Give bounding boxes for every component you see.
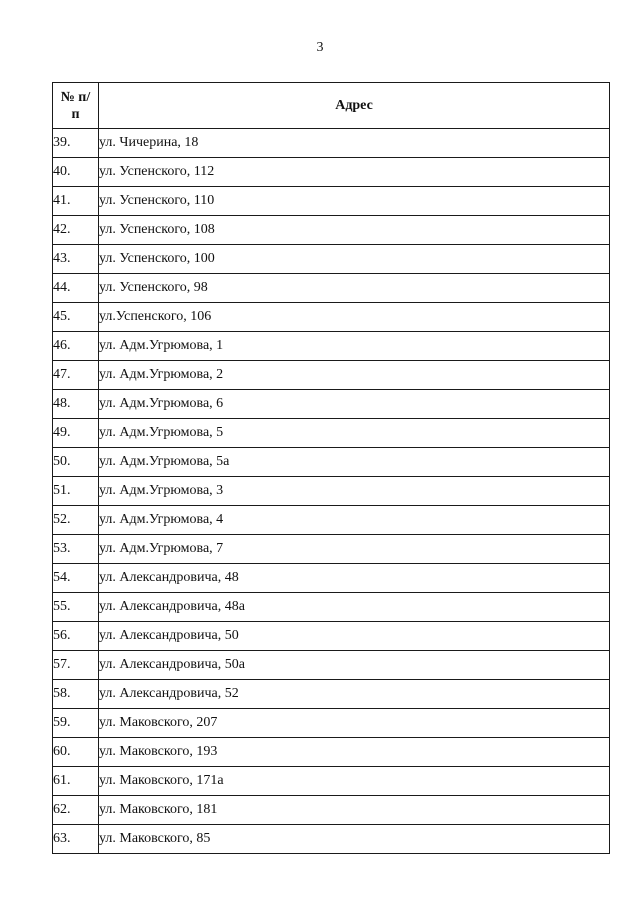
table-body (53, 129, 610, 854)
table-row (53, 158, 610, 187)
table-row (53, 593, 610, 622)
row-address: ул. Успенского, 110 (99, 187, 610, 216)
row-address: ул. Успенского, 100 (99, 245, 610, 274)
table-row (53, 506, 610, 535)
row-number: 49. (53, 419, 99, 448)
number-header-line-1: № п/ (60, 89, 91, 105)
row-number: 40. (53, 158, 99, 187)
table-row (53, 535, 610, 564)
row-address: ул. Александровича, 48а (99, 593, 610, 622)
table-row (53, 564, 610, 593)
row-number: 53. (53, 535, 99, 564)
row-number: 62. (53, 796, 99, 825)
row-number: 52. (53, 506, 99, 535)
row-address: ул. Адм.Угрюмова, 6 (99, 390, 610, 419)
row-address: ул. Маковского, 207 (99, 709, 610, 738)
row-address: ул. Чичерина, 18 (99, 129, 610, 158)
row-number: 41. (53, 187, 99, 216)
row-address: ул. Адм.Угрюмова, 4 (99, 506, 610, 535)
row-number: 54. (53, 564, 99, 593)
row-number: 47. (53, 361, 99, 390)
row-number: 51. (53, 477, 99, 506)
row-address: ул. Александровича, 50 (99, 622, 610, 651)
row-address: ул.Успенского, 106 (99, 303, 610, 332)
table-header (53, 83, 610, 129)
row-number: 59. (53, 709, 99, 738)
row-number: 43. (53, 245, 99, 274)
row-address: ул. Маковского, 193 (99, 738, 610, 767)
address-table (52, 82, 610, 854)
table-row (53, 622, 610, 651)
table-row (53, 767, 610, 796)
header-row (53, 83, 610, 129)
row-number: 63. (53, 825, 99, 854)
table-row (53, 361, 610, 390)
row-address: ул. Успенского, 112 (99, 158, 610, 187)
row-address: ул. Александровича, 52 (99, 680, 610, 709)
number-column-header (53, 83, 99, 129)
table-row (53, 303, 610, 332)
table-row (53, 651, 610, 680)
row-address: ул. Адм.Угрюмова, 5 (99, 419, 610, 448)
row-number: 57. (53, 651, 99, 680)
table-row (53, 419, 610, 448)
table-row (53, 274, 610, 303)
table-row (53, 129, 610, 158)
row-number: 48. (53, 390, 99, 419)
table-row (53, 825, 610, 854)
row-address: ул. Успенского, 98 (99, 274, 610, 303)
row-number: 46. (53, 332, 99, 361)
address-column-header: Адрес (99, 83, 610, 129)
row-number: 50. (53, 448, 99, 477)
table-row (53, 680, 610, 709)
table-row (53, 187, 610, 216)
row-number: 39. (53, 129, 99, 158)
row-number: 61. (53, 767, 99, 796)
number-header-line-2: п (71, 106, 80, 122)
row-address: ул. Адм.Угрюмова, 5а (99, 448, 610, 477)
row-address: ул. Маковского, 85 (99, 825, 610, 854)
table-row (53, 216, 610, 245)
table-row (53, 477, 610, 506)
row-number: 58. (53, 680, 99, 709)
row-address: ул. Адм.Угрюмова, 3 (99, 477, 610, 506)
row-address: ул. Маковского, 171а (99, 767, 610, 796)
row-address: ул. Александровича, 48 (99, 564, 610, 593)
row-number: 55. (53, 593, 99, 622)
row-number: 44. (53, 274, 99, 303)
table-row (53, 245, 610, 274)
row-address: ул. Успенского, 108 (99, 216, 610, 245)
row-address: ул. Адм.Угрюмова, 7 (99, 535, 610, 564)
page-number: 3 (316, 40, 324, 55)
table-row (53, 332, 610, 361)
row-number: 42. (53, 216, 99, 245)
row-address: ул. Александровича, 50а (99, 651, 610, 680)
row-number: 56. (53, 622, 99, 651)
table-row (53, 796, 610, 825)
row-number: 45. (53, 303, 99, 332)
row-number: 60. (53, 738, 99, 767)
table-row (53, 390, 610, 419)
table-row (53, 448, 610, 477)
row-address: ул. Адм.Угрюмова, 2 (99, 361, 610, 390)
table-row (53, 738, 610, 767)
table-row (53, 709, 610, 738)
row-address: ул. Маковского, 181 (99, 796, 610, 825)
row-address: ул. Адм.Угрюмова, 1 (99, 332, 610, 361)
